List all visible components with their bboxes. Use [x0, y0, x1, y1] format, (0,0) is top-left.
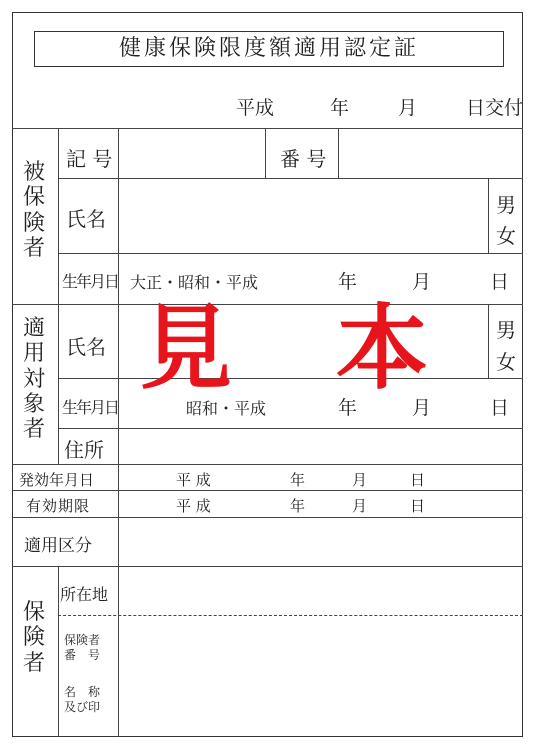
rule — [12, 464, 523, 465]
rule — [12, 566, 523, 567]
covered-dob-eras: 昭和・平成 — [186, 399, 267, 418]
covered-dob-label: 生年月日 — [62, 398, 119, 417]
covered-dob-year: 年 — [338, 397, 358, 419]
rule — [338, 128, 339, 178]
insured-dob-label: 生年月日 — [62, 272, 119, 291]
issue-day-issued: 日交付 — [466, 97, 524, 119]
rule — [12, 490, 523, 491]
rule — [58, 128, 59, 464]
insurer-number-label-line2: 番 号 — [64, 648, 101, 662]
covered-dob-day: 日 — [490, 397, 510, 419]
rule — [58, 378, 523, 379]
rule — [265, 128, 266, 178]
effective-date-month: 月 — [352, 471, 368, 489]
rule — [118, 128, 119, 464]
rule — [12, 128, 523, 129]
insured-name-label: 氏名 — [66, 207, 106, 231]
valid-until-label: 有効期限 — [26, 497, 91, 515]
issue-era: 平成 — [236, 97, 275, 119]
insurer-location-label: 所在地 — [60, 585, 109, 604]
insured-gender-female: 女 — [496, 224, 516, 248]
issue-month: 月 — [398, 97, 418, 119]
category-label: 適用区分 — [24, 536, 92, 556]
effective-date-day: 日 — [410, 471, 426, 489]
rule — [58, 253, 523, 254]
rule — [12, 304, 523, 305]
rule — [118, 517, 119, 566]
certificate-frame — [12, 12, 523, 737]
insurer-number-label-line1: 保険者 — [64, 633, 101, 647]
insured-section-label: 被 保 険 者 — [22, 160, 45, 261]
sample-stamp-char-2: 本 — [336, 295, 429, 402]
effective-date-era: 平 成 — [176, 471, 211, 489]
effective-date-label: 発効年月日 — [19, 471, 95, 489]
insured-number-label: 番 号 — [280, 147, 327, 171]
insurer-section-label: 保 険 者 — [22, 600, 45, 676]
certificate-title: 健康保険限度額適用認定証 — [118, 36, 419, 61]
issue-year: 年 — [330, 97, 350, 119]
covered-gender-female: 女 — [496, 350, 516, 374]
covered-dob-month: 月 — [412, 397, 432, 419]
rule — [58, 566, 59, 737]
covered-name-label: 氏名 — [66, 335, 106, 359]
insured-dob-eras: 大正・昭和・平成 — [130, 273, 259, 292]
insured-dob-month: 月 — [412, 271, 432, 293]
rule — [488, 178, 489, 253]
valid-until-day: 日 — [410, 497, 426, 515]
rule — [118, 464, 119, 517]
covered-gender-male: 男 — [496, 318, 516, 342]
valid-until-year: 年 — [290, 497, 306, 515]
rule — [118, 566, 119, 737]
insured-dob-day: 日 — [490, 271, 510, 293]
insurer-name-label-line2: 及び印 — [64, 700, 101, 714]
rule — [12, 517, 523, 518]
insured-symbol-label: 記 号 — [66, 147, 113, 171]
covered-section-label: 適 用 対 象 者 — [22, 316, 45, 443]
effective-date-year: 年 — [290, 471, 306, 489]
sample-stamp-char-1: 見 — [140, 295, 233, 402]
rule — [488, 304, 489, 378]
rule — [58, 428, 523, 429]
insured-gender-male: 男 — [496, 193, 516, 217]
covered-address-label: 住所 — [64, 438, 104, 462]
insurer-name-label-line1: 名 称 — [64, 685, 101, 699]
dashed-rule — [58, 615, 523, 616]
valid-until-era: 平 成 — [176, 497, 211, 515]
rule — [58, 178, 523, 179]
valid-until-month: 月 — [352, 497, 368, 515]
insured-dob-year: 年 — [338, 271, 358, 293]
